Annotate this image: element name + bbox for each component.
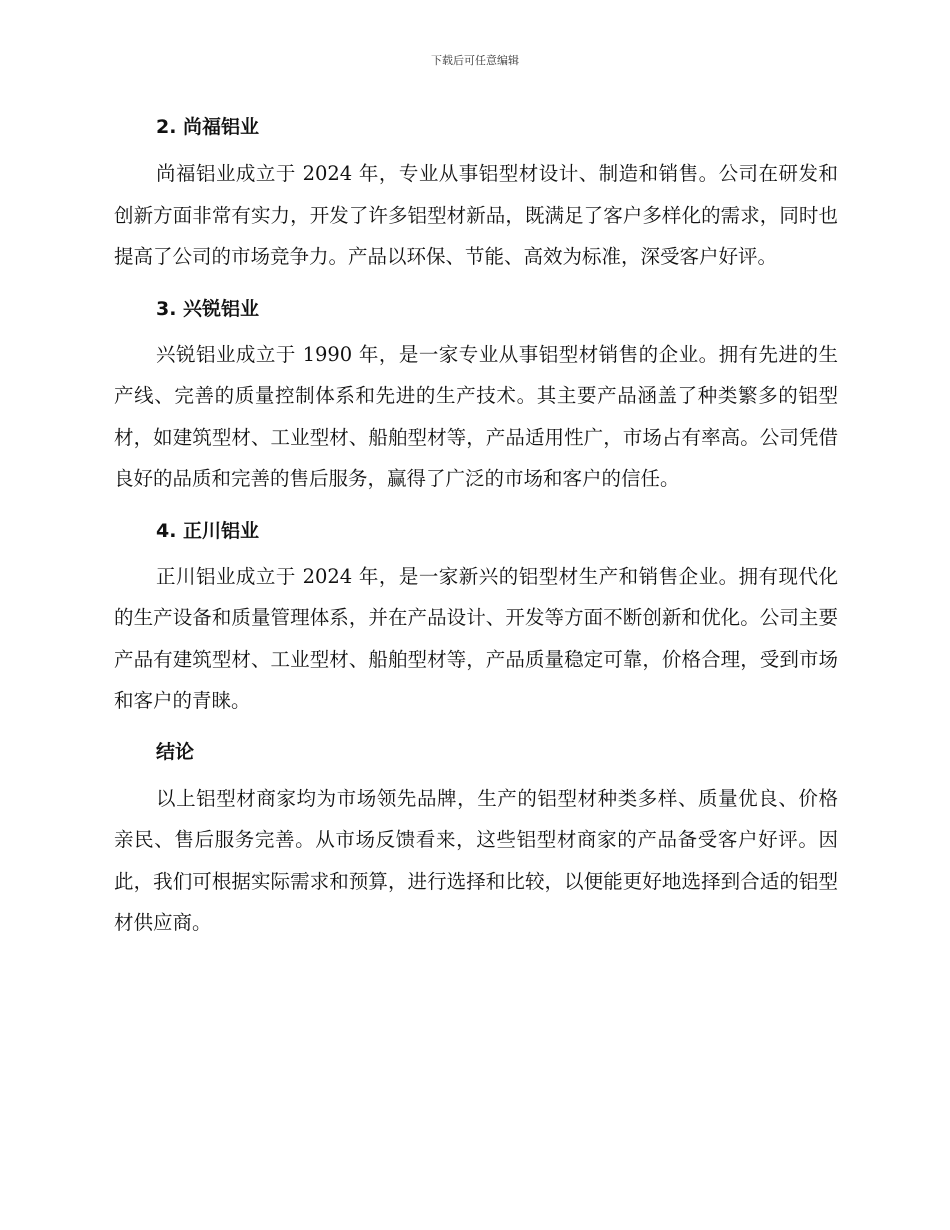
section-zhengchuan-aluminum [114,514,838,722]
section-paragraph: 兴锐铝业成立于 1990 年，是一家专业从事铝型材销售的企业。拥有先进的生产线、完善的质量控制体系和先进的生产技术。其主要产品涵盖了种类繁多的铝型材，如建筑型材、工业型材、船舶型材等，产品适用性广，市场占有率高。公司凭借良好的品质和完善的售后服务，赢得了广泛的市场和客户的信任。 [114,342,838,490]
section-paragraph: 尚福铝业成立于 2024 年，专业从事铝型材设计、制造和销售。公司在研发和创新方面非常有实力，开发了许多铝型材新品，既满足了客户多样化的需求，同时也提高了公司的市场竞争力。产品以环保、节能、高效为标准，深受客户好评。 [114,162,838,268]
section-xingrui-aluminum [114,292,838,500]
section-heading: 3. 兴锐铝业 [156,297,260,320]
section-paragraph: 以上铝型材商家均为市场领先品牌，生产的铝型材种类多样、质量优良、价格亲民、售后服务完善。从市场反馈看来，这些铝型材商家的产品备受客户好评。因此，我们可根据实际需求和预算，进行选择和比较，以便能更好地选择到合适的铝型材供应商。 [114,786,838,934]
section-paragraph: 正川铝业成立于 2024 年，是一家新兴的铝型材生产和销售企业。拥有现代化的生产设备和质量管理体系，并在产品设计、开发等方面不断创新和优化。公司主要产品有建筑型材、工业型材、船舶型材等，产品质量稳定可靠，价格合理，受到市场和客户的青睐。 [114,564,838,712]
section-heading: 结论 [156,740,195,763]
document-body [114,110,838,944]
section-heading: 4. 正川铝业 [156,519,260,542]
section-heading: 2. 尚福铝业 [156,116,260,138]
page-header: 下载后可任意编辑 [431,54,519,67]
section-conclusion [114,735,838,944]
section-shangfu-aluminum [114,110,838,278]
